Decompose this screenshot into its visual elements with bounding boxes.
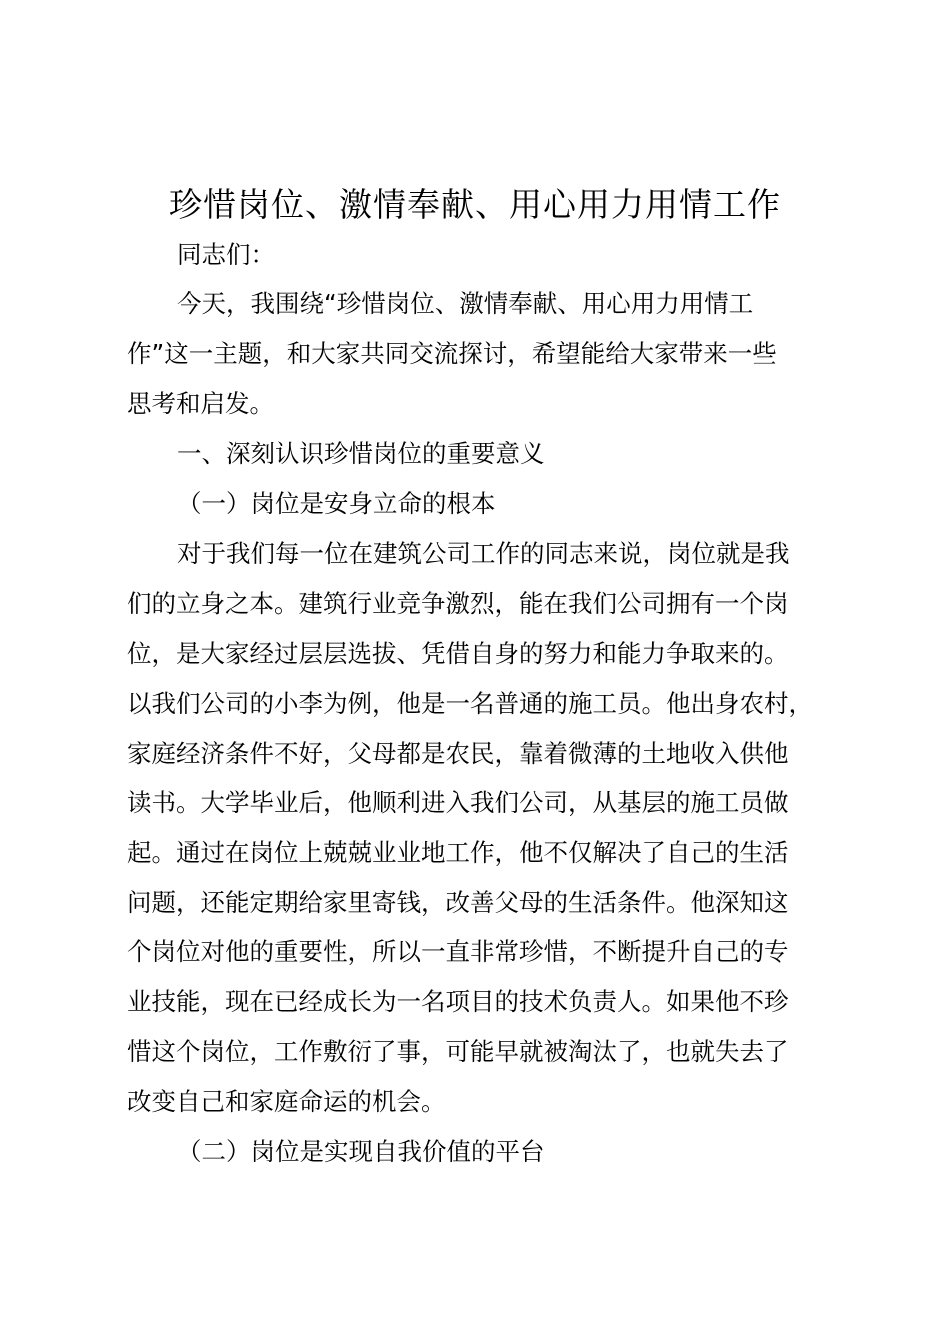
section-heading: 一、深刻认识珍惜岗位的重要意义	[177, 439, 545, 468]
subsection-heading: （一）岗位是安身立命的根本	[177, 489, 496, 518]
paragraph-line: 思考和启发。	[127, 389, 274, 418]
paragraph-line: 惜这个岗位，工作敷衍了事，可能早就被淘汰了，也就失去了	[127, 1037, 789, 1066]
paragraph-line: 今天，我围绕“珍惜岗位、激情奉献、用心用力用情工	[177, 289, 754, 318]
paragraph-line: 对于我们每一位在建筑公司工作的同志来说，岗位就是我	[177, 539, 790, 568]
salutation: 同志们：	[177, 240, 275, 269]
paragraph-line: 位，是大家经过层层选拔、凭借自身的努力和能力争取来的。	[127, 639, 789, 668]
paragraph-line: 改变自己和家庭命运的机会。	[127, 1087, 446, 1116]
paragraph-line: 以我们公司的小李为例，他是一名普通的施工员。他出身农村，	[127, 689, 813, 718]
document-title: 珍惜岗位、激情奉献、用心用力用情工作	[169, 185, 781, 224]
paragraph-line: 问题，还能定期给家里寄钱，改善父母的生活条件。他深知这	[127, 888, 789, 917]
paragraph-line: 业技能，现在已经成长为一名项目的技术负责人。如果他不珍	[127, 987, 789, 1016]
paragraph-line: 家庭经济条件不好，父母都是农民，靠着微薄的土地收入供他	[127, 739, 789, 768]
subsection-heading: （二）岗位是实现自我价值的平台	[177, 1137, 545, 1166]
paragraph-line: 们的立身之本。建筑行业竞争激烈，能在我们公司拥有一个岗	[127, 589, 789, 618]
paragraph-line: 起。通过在岗位上兢兢业业地工作，他不仅解决了自己的生活	[127, 838, 789, 867]
paragraph-line: 个岗位对他的重要性，所以一直非常珍惜，不断提升自己的专	[127, 937, 789, 966]
paragraph-line: 作”这一主题，和大家共同交流探讨，希望能给大家带来一些	[127, 339, 777, 368]
paragraph-line: 读书。大学毕业后，他顺利进入我们公司，从基层的施工员做	[127, 788, 789, 817]
